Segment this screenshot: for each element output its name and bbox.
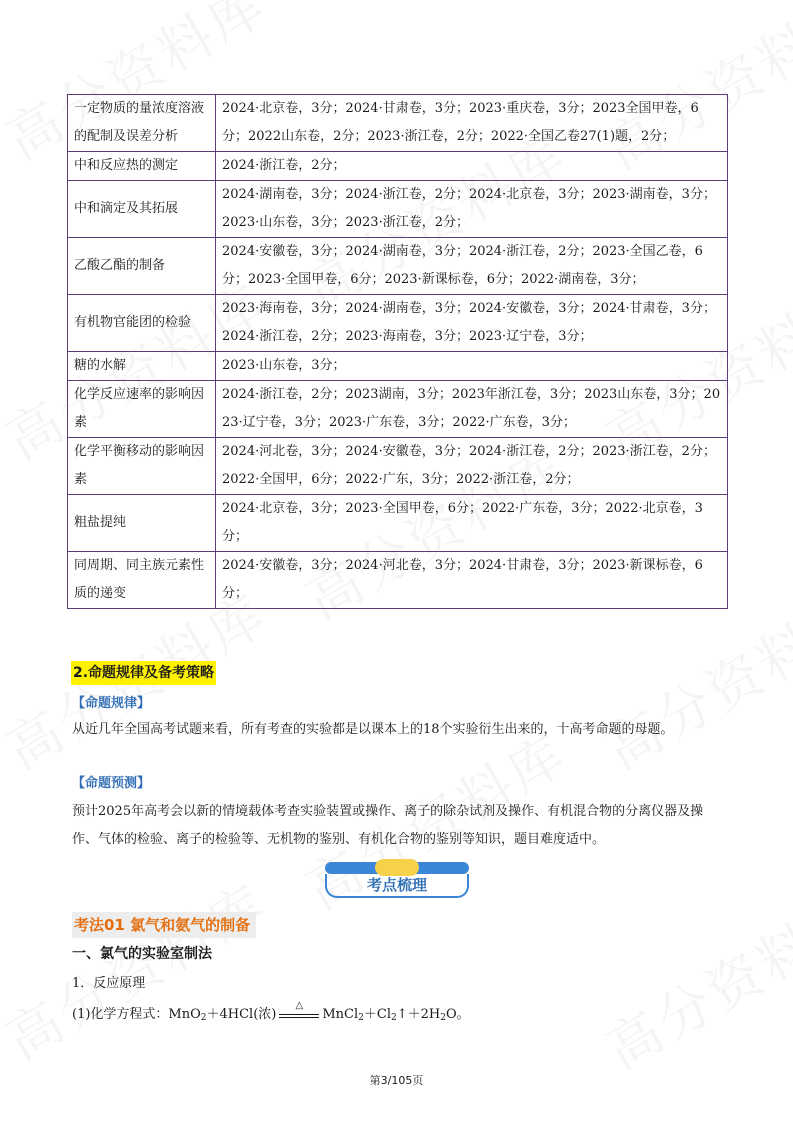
table-row [68,238,728,295]
heat-condition-sign [277,999,321,1022]
forecast-paragraph: 预计2025年高考会以新的情境载体考查实验装置或操作、离子的除杂试剂及操作、有机混合物的分离仪器及操作、气体的检验、离子的检验等、无机物的鉴别、有机化合物的鉴别等知识，题目难度适中。 [72,804,704,847]
forecast-label: 【命题预测】 [72,776,151,791]
table-row [68,438,728,495]
table-row [68,495,728,552]
subsection-title: 一、氯气的实验室制法 [72,946,212,962]
watermark [590,873,793,1085]
source-line: 2024·浙江卷，2分； [222,158,346,173]
equation-lhs-a: MnO [168,1007,201,1022]
topic-cell: 中和反应热的测定 [68,152,216,181]
equation-rhs-c: ↑＋2H [396,1007,441,1022]
item-reaction-principle: 1．反应原理 [72,976,146,991]
source-cell [216,295,728,352]
equation-rhs-a: MnCl [322,1007,359,1022]
equation-sub: 2 [358,1013,364,1023]
equation-rhs-b: ＋Cl [363,1007,391,1022]
table-row [68,152,728,181]
table-row [68,552,728,609]
topic-cell: 同周期、同主族元素性质的递变 [68,552,216,609]
exam-source-table [67,94,728,609]
source-line: 2024·湖南卷，3分；2024·浙江卷，2分；2024·北京卷，3分；2023·湖南卷，3分； [222,187,716,202]
source-cell [216,552,728,609]
rule-label: 【命题规律】 [72,696,151,711]
topic-cell: 化学平衡移动的影响因素 [68,438,216,495]
source-line: 2023·山东卷，3分；2023·浙江卷，2分； [222,215,469,230]
heat-triangle: △ [295,999,304,1011]
watermark [0,863,280,1075]
source-cell [216,495,728,552]
table-row [68,352,728,381]
section-banner [325,860,469,900]
rule-paragraph: 从近几年全国高考试题来看，所有考查的实验都是以课本上的18个实验衍生出来的，十高考命题的母题。 [72,722,674,737]
equation-sub: 2 [200,1013,207,1023]
equation-lhs-b: ＋4HCl(浓) [206,1007,277,1022]
source-line: 2023·海南卷，3分；2024·湖南卷，3分；2024·安徽卷，3分；2024·甘肃卷，3分； [222,301,716,316]
banner-title: 考点梳理 [325,874,469,898]
topic-cell: 乙酸乙酯的制备 [68,238,216,295]
method-title: 考法01 氯气和氨气的制备 [72,912,256,938]
topic-cell: 一定物质的量浓度溶液的配制及误差分析 [68,95,216,152]
topic-cell: 化学反应速率的影响因素 [68,381,216,438]
topic-cell: 中和滴定及其拓展 [68,181,216,238]
source-cell [216,238,728,295]
chemical-equation [72,999,470,1026]
equation-sub: 2 [440,1013,446,1023]
source-cell [216,181,728,238]
source-line: 2024·河北卷，3分；2024·安徽卷，3分；2024·浙江卷，2分；2023·浙江卷，2分；2022·全国甲，6分；2022·广东，3分；2022·浙江卷，2分； [222,444,716,487]
equation-prefix: (1)化学方程式： [72,1007,169,1022]
source-cell [216,438,728,495]
table-row [68,95,728,152]
topic-cell: 粗盐提纯 [68,495,216,552]
source-cell [216,95,728,152]
source-line: 2024·北京卷，3分；2024·甘肃卷，3分；2023·重庆卷，3分；2023全国甲卷，6分；2022山东卷，2分；2023·浙江卷，2分；2022·全国乙卷27(1)题，2分； [222,101,699,144]
source-line: 2024·安徽卷，3分；2024·湖南卷，3分；2024·浙江卷，2分；2023·全国乙卷，6分；2023·全国甲卷，6分；2023·新课标卷，6分；2022·湖南卷，3分； [222,244,703,287]
source-line: 2024·浙江卷，2分；2023·海南卷，3分；2023·辽宁卷，3分； [222,329,593,344]
source-line: 2024·安徽卷，3分；2024·河北卷，3分；2024·甘肃卷，3分；2023·新课标卷，6分； [222,558,703,601]
topic-cell: 有机物官能团的检验 [68,295,216,352]
table-row [68,295,728,352]
source-cell [216,352,728,381]
equation-rhs-d: O。 [445,1007,470,1022]
source-line: 2024·北京卷，3分；2023·全国甲卷，6分；2022·广东卷，3分；2022·北京卷，3分； [222,501,703,544]
source-line: 2023·山东卷，3分； [222,358,346,373]
source-cell [216,152,728,181]
section-heading-strategy: 2.命题规律及备考策略 [71,661,216,685]
table-row [68,181,728,238]
source-line: 2024·浙江卷，2分；2023湖南，3分；2023年浙江卷，3分；2023山东卷，3分；2023·辽宁卷，3分；2023·广东卷，3分；2022·广东卷，3分； [222,387,721,430]
page-number: 第3/105页 [369,1074,424,1087]
equation-sub: 2 [391,1013,397,1023]
source-cell [216,381,728,438]
topic-cell: 糖的水解 [68,352,216,381]
table-row [68,381,728,438]
